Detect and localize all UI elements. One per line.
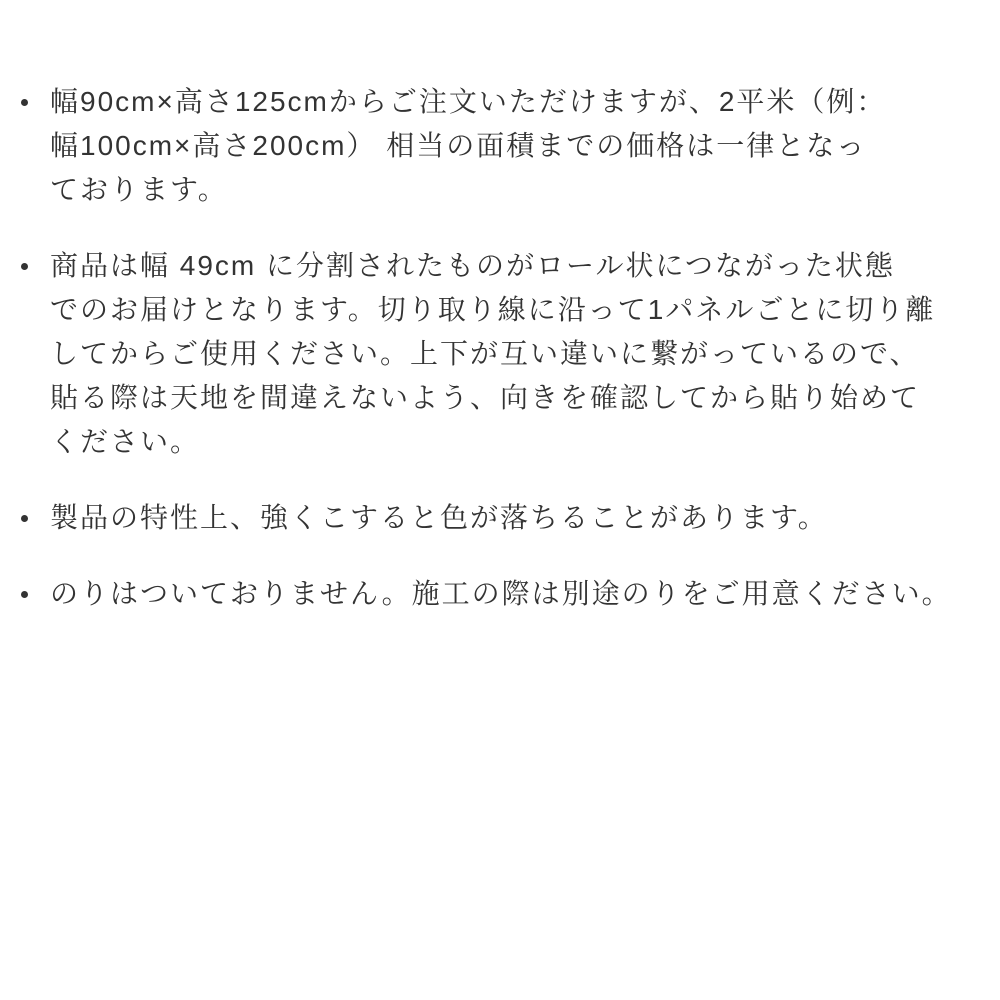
text-line: でのお届けとなります。切り取り線に沿って1パネルごとに切り離 [50, 294, 936, 325]
text-line: 製品の特性上、強くこすると色が落ちることがあります。 [50, 502, 828, 533]
text-line: 貼る際は天地を間違えないよう、向きを確認してから貼り始めて [50, 382, 921, 413]
text-line: ください。 [50, 426, 201, 457]
text-line: してからご使用ください。上下が互い違いに繋がっているので、 [50, 338, 920, 369]
note-item-order-size [18, 80, 980, 212]
bullet-dot-icon [21, 515, 28, 522]
bullet-marker [18, 496, 50, 540]
text-line: ております。 [50, 174, 228, 205]
note-text-block [50, 80, 980, 212]
note-item-color-fade [18, 496, 980, 540]
text-line: 幅100cm×高さ200cm） 相当の面積までの価格は一律となっ [50, 130, 867, 161]
bullet-marker [18, 572, 50, 616]
note-text-block [50, 572, 980, 616]
note-text-block [50, 496, 980, 540]
note-item-panel-roll [18, 244, 980, 464]
bullet-marker [18, 80, 50, 124]
bullet-dot-icon [21, 263, 28, 270]
text-line: 幅90cm×高さ125cmからご注文いただけますが、2平米（例： [50, 86, 887, 117]
bullet-dot-icon [21, 99, 28, 106]
text-line: のりはついておりません。施工の際は別途のりをご用意ください。 [50, 578, 952, 609]
note-text-block [50, 244, 980, 464]
bullet-marker [18, 244, 50, 288]
bullet-dot-icon [21, 591, 28, 598]
text-line: 商品は幅 49cm に分割されたものがロール状につながった状態 [50, 250, 895, 281]
note-item-no-glue [18, 572, 980, 616]
